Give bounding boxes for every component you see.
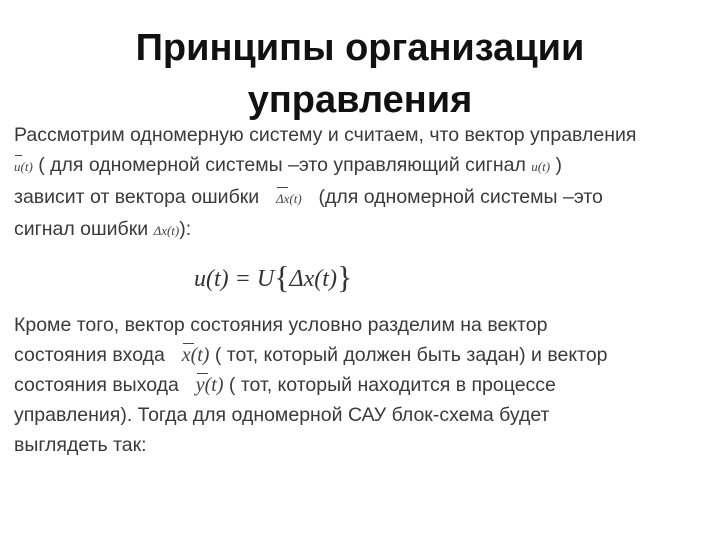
paragraph1-line4-text-b: ): bbox=[179, 218, 192, 240]
paragraph2-line3-text-a: состояния выхода bbox=[14, 374, 179, 396]
paragraph2-line5: выглядеть так: bbox=[14, 434, 147, 456]
paragraph2-line2-text-b: ( тот, который должен быть задан) и вектор bbox=[214, 344, 608, 366]
paragraph2-line1: Кроме того, вектор состояния условно разделим на вектор bbox=[14, 314, 548, 336]
paragraph1-line4-text-a: сигнал ошибки bbox=[14, 218, 149, 240]
title-line-1: Принципы организации bbox=[135, 27, 585, 69]
title-line-2: управления bbox=[247, 79, 473, 121]
control-law-formula bbox=[194, 260, 704, 296]
math-control-vector: u(t) bbox=[14, 152, 33, 182]
slide-title bbox=[60, 22, 660, 126]
paragraph1-line1: Рассмотрим одномерную систему и считаем, что вектор управления bbox=[14, 124, 637, 146]
paragraph2-line2 bbox=[14, 340, 704, 370]
paragraph1-line2-text-b: ) bbox=[555, 154, 562, 176]
paragraph2-line4: управления). Тогда для одномерной САУ блок-схема будет bbox=[14, 404, 550, 426]
paragraph1-line2 bbox=[14, 150, 704, 182]
slide-body bbox=[14, 120, 704, 460]
math-error-vector: Δx(t) bbox=[276, 184, 302, 214]
formula-close-brace: } bbox=[336, 259, 353, 295]
paragraph1-line4 bbox=[14, 214, 704, 246]
paragraph2-line3 bbox=[14, 370, 704, 400]
paragraph1-line2-text-a: ( для одномерной системы –это управляющий сигнал bbox=[38, 154, 526, 176]
formula-lhs: u(t) = U bbox=[194, 266, 275, 292]
math-output-state-vector: y(t) bbox=[196, 370, 224, 400]
paragraph1-line3-text-b: (для одномерной системы –это bbox=[318, 186, 603, 208]
math-control-signal: u(t) bbox=[531, 159, 551, 174]
paragraph1-line3-text-a: зависит от вектора ошибки bbox=[14, 186, 260, 208]
paragraph2-line2-text-a: состояния входа bbox=[14, 344, 165, 366]
paragraph1-line3 bbox=[14, 182, 704, 214]
formula-argument: Δx(t) bbox=[289, 266, 337, 292]
paragraph2-line3-text-b: ( тот, который находится в процессе bbox=[228, 374, 556, 396]
formula-open-brace: { bbox=[274, 259, 290, 295]
math-input-state-vector: x(t) bbox=[182, 340, 210, 370]
math-error-signal: Δx(t) bbox=[153, 223, 180, 238]
